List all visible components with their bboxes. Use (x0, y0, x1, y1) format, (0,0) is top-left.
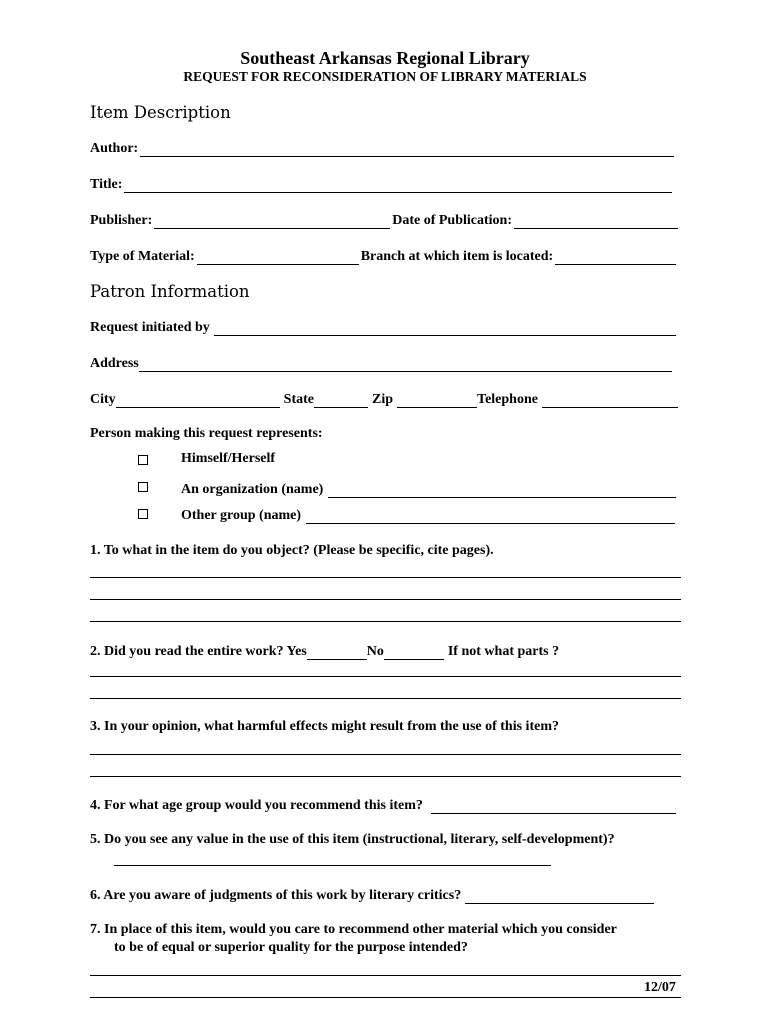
form-title: REQUEST FOR RECONSIDERATION OF LIBRARY MATERIALS (183, 69, 587, 84)
question-1: 1. To what in the item do you object? (Please be specific, cite pages). (90, 543, 494, 558)
answer-line-2b[interactable] (90, 698, 681, 699)
footer-rule (90, 997, 681, 998)
answer-line-1c[interactable] (90, 621, 681, 622)
revision-code: 12/07 (644, 980, 676, 995)
question-2-row (90, 642, 610, 660)
question-7-line-1: 7. In place of this item, would you care to recommend other material which you consider (90, 922, 617, 937)
publisher-label: Publisher: (90, 213, 153, 228)
library-name: Southeast Arkansas Regional Library (240, 48, 530, 68)
question-6-label: 6. Are you aware of judgments of this work by literary critics? (90, 888, 462, 903)
organization-name-field[interactable] (328, 483, 676, 498)
other-group-name-field[interactable] (306, 509, 675, 524)
himself-herself-checkbox[interactable] (138, 455, 148, 465)
other-group-checkbox[interactable] (138, 509, 148, 519)
question-2-label: 2. Did you read the entire work? Yes (90, 644, 307, 659)
branch-label: Branch at which item is located: (360, 249, 554, 264)
item-description-heading: Item Description (90, 103, 231, 122)
author-field[interactable] (140, 142, 674, 157)
type-of-material-label: Type of Material: (90, 249, 195, 264)
request-initiated-field[interactable] (214, 321, 676, 336)
title-label: Title: (90, 177, 123, 192)
zip-label: Zip (372, 392, 394, 407)
zip-field[interactable] (397, 393, 477, 408)
answer-line-3a[interactable] (90, 754, 681, 755)
date-of-publication-label: Date of Publication: (392, 213, 512, 228)
organization-label: An organization (name) (181, 482, 324, 497)
other-group-label: Other group (name) (181, 508, 302, 523)
organization-checkbox[interactable] (138, 482, 148, 492)
type-of-material-field[interactable] (197, 250, 359, 265)
question-7-line-2: to be of equal or superior quality for the purpose intended? (114, 940, 468, 955)
other-group-row (181, 506, 677, 524)
question-5: 5. Do you see any value in the use of this item (instructional, literary, self-development)? (90, 832, 615, 847)
title-field[interactable] (124, 178, 672, 193)
age-group-field[interactable] (431, 799, 676, 814)
organization-row (181, 480, 678, 498)
request-initiated-label: Request initiated by (90, 320, 210, 335)
request-initiated-row (90, 318, 678, 336)
if-not-label: If not what parts ? (447, 644, 560, 659)
no-label: No (366, 644, 384, 659)
state-field[interactable] (314, 393, 368, 408)
publisher-field[interactable] (154, 214, 390, 229)
represents-label: Person making this request represents: (90, 426, 323, 441)
branch-field[interactable] (555, 250, 676, 265)
answer-line-3b[interactable] (90, 776, 681, 777)
patron-information-heading: Patron Information (90, 282, 250, 301)
telephone-field[interactable] (542, 393, 678, 408)
state-label: State (283, 392, 314, 407)
himself-herself-label: Himself/Herself (181, 451, 276, 466)
answer-line-1a[interactable] (90, 577, 681, 578)
author-label: Author: (90, 141, 139, 156)
author-row (90, 139, 676, 157)
critics-field[interactable] (465, 889, 654, 904)
no-field[interactable] (384, 645, 444, 660)
date-of-publication-field[interactable] (514, 214, 678, 229)
question-4-row (90, 796, 678, 814)
address-row (90, 354, 674, 372)
answer-line-2a[interactable] (90, 676, 681, 677)
city-row (90, 390, 680, 408)
value-field[interactable] (114, 851, 551, 866)
answer-line-7[interactable] (90, 975, 681, 976)
question-6-row (90, 886, 656, 904)
yes-field[interactable] (307, 645, 367, 660)
title-row (90, 175, 674, 193)
address-field[interactable] (139, 357, 672, 372)
question-3: 3. In your opinion, what harmful effects might result from the use of this item? (90, 719, 559, 734)
answer-line-1b[interactable] (90, 599, 681, 600)
address-label: Address (90, 356, 139, 371)
city-field[interactable] (116, 393, 280, 408)
question-4-label: 4. For what age group would you recommend this item? (90, 798, 423, 813)
publisher-row (90, 211, 680, 229)
city-label: City (90, 392, 116, 407)
type-of-material-row (90, 247, 678, 265)
telephone-label: Telephone (477, 392, 538, 407)
